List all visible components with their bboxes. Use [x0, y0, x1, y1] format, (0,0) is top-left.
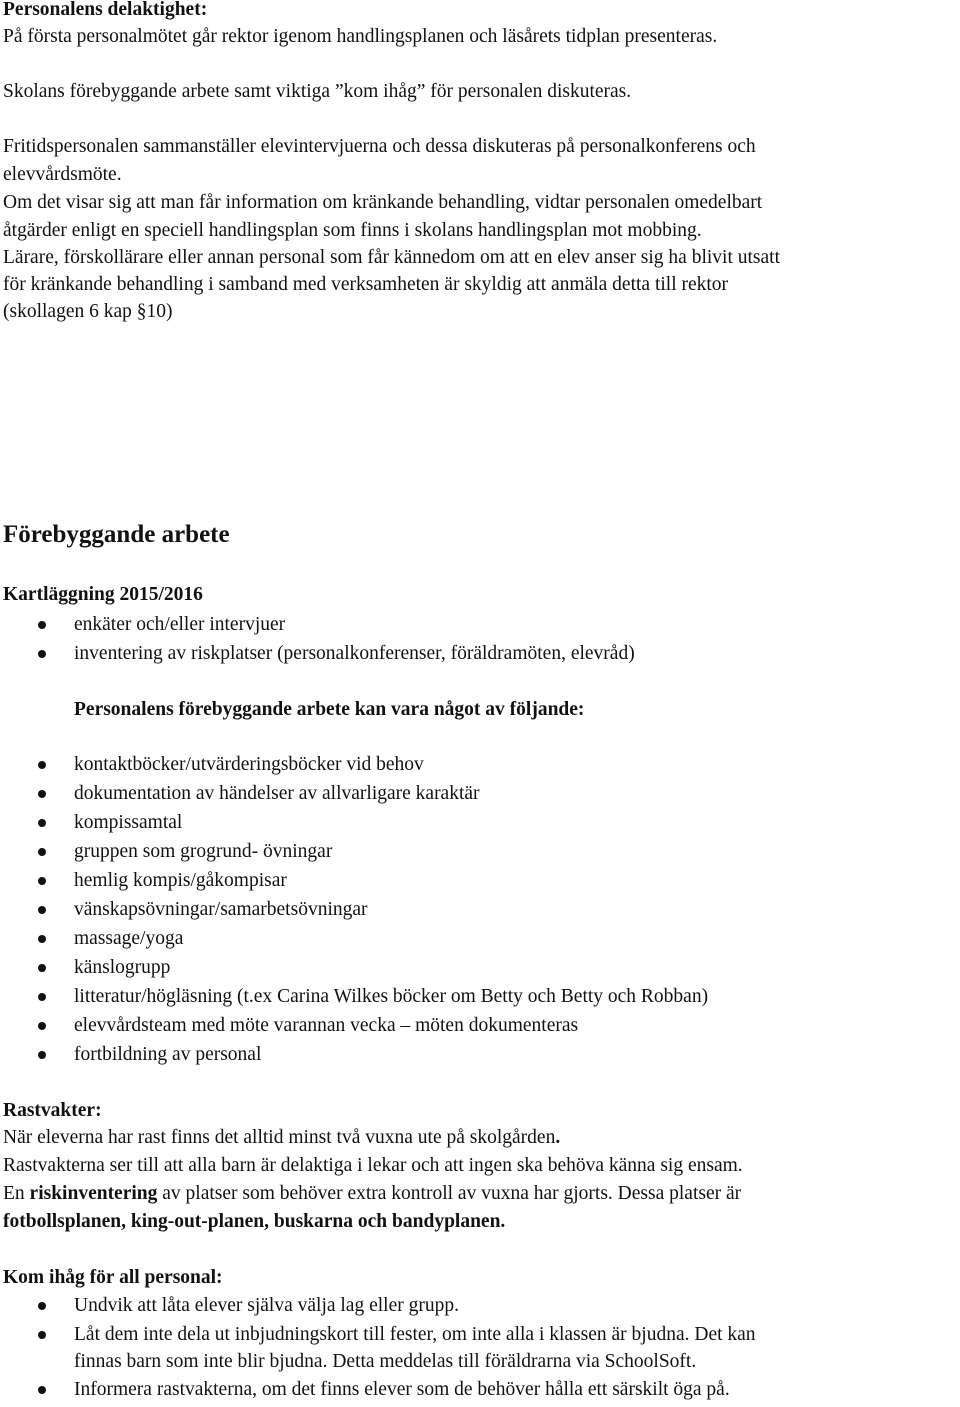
list-item: Låt dem inte dela ut inbjudningskort till fester, om inte alla i klassen är bjudna. Det kan — [74, 1324, 756, 1345]
list-item: fortbildning av personal — [74, 1044, 262, 1065]
bullet-icon — [38, 993, 46, 1001]
paragraph: Rastvakterna ser till att alla barn är delaktiga i lekar och att ingen ska behöva känna sig ensam. — [3, 1155, 743, 1176]
list-item: Undvik att låta elever själva välja lag eller grupp. — [74, 1295, 459, 1316]
paragraph: (skollagen 6 kap §10) — [3, 301, 173, 322]
list-item: elevvårdsteam med möte varannan vecka – möten dokumenteras — [74, 1015, 579, 1036]
list-item: massage/yoga — [74, 928, 184, 949]
preventive-heading: Personalens förebyggande arbete kan vara något av följande: — [74, 699, 585, 720]
bullet-icon — [38, 877, 46, 885]
bullet-icon — [38, 819, 46, 827]
bullet-icon — [38, 935, 46, 943]
paragraph — [3, 1180, 741, 1208]
bullet-icon — [38, 964, 46, 972]
page-title: Förebyggande arbete — [3, 521, 230, 548]
section-heading-delaktighet: Personalens delaktighet: — [3, 0, 208, 20]
paragraph: På första personalmötet går rektor igenom handlingsplanen och läsårets tidplan presenteras. — [3, 26, 718, 47]
text: av platser som behöver extra kontroll av vuxna har gjorts. Dessa platser är — [157, 1183, 742, 1204]
paragraph: elevvårdsmöte. — [3, 164, 122, 185]
bullet-icon — [38, 848, 46, 856]
paragraph: för kränkande behandling i samband med verksamheten är skyldig att anmäla detta till rektor — [3, 274, 729, 295]
list-item: enkäter och/eller intervjuer — [74, 614, 286, 635]
list-item: dokumentation av händelser av allvarligare karaktär — [74, 783, 480, 804]
bullet-icon — [38, 1302, 46, 1310]
bold-paragraph: fotbollsplanen, king-out-planen, buskarna och bandyplanen. — [3, 1211, 506, 1232]
list-item-continuation: finnas barn som inte blir bjudna. Detta meddelas till föräldrarna via SchoolSoft. — [74, 1351, 697, 1372]
paragraph: Om det visar sig att man får information om kränkande behandling, vidtar personalen omedelbart — [3, 192, 763, 213]
bullet-icon — [38, 761, 46, 769]
paragraph — [3, 1124, 560, 1152]
list-item: hemlig kompis/gåkompisar — [74, 870, 287, 891]
paragraph: åtgärder enligt en speciell handlingsplan som finns i skolans handlingsplan mot mobbing. — [3, 220, 702, 241]
bullet-icon — [38, 621, 46, 629]
section-heading-rastvakter: Rastvakter: — [3, 1100, 102, 1121]
mapping-heading: Kartläggning 2015/2016 — [3, 584, 203, 605]
list-item: Informera rastvakterna, om det finns elever som de behöver hålla ett särskilt öga på. — [74, 1379, 730, 1400]
list-item: inventering av riskplatser (personalkonferenser, föräldramöten, elevråd) — [74, 643, 635, 664]
list-item: kompissamtal — [74, 812, 183, 833]
bold-text: riskinventering — [29, 1183, 158, 1204]
text: När eleverna har rast finns det alltid minst två vuxna ute på skolgården — [3, 1127, 556, 1148]
bullet-icon — [38, 1051, 46, 1059]
bullet-icon — [38, 906, 46, 914]
bullet-icon — [38, 1331, 46, 1339]
text: . — [555, 1127, 561, 1148]
paragraph: Skolans förebyggande arbete samt viktiga ”kom ihåg” för personalen diskuteras. — [3, 81, 632, 102]
paragraph: Fritidspersonalen sammanställer elevintervjuerna och dessa diskuteras på personalkonferens och — [3, 136, 756, 157]
bullet-icon — [38, 1022, 46, 1030]
bullet-icon — [38, 650, 46, 658]
list-item: vänskapsövningar/samarbetsövningar — [74, 899, 368, 920]
text: En — [3, 1183, 30, 1204]
list-item: litteratur/högläsning (t.ex Carina Wilkes böcker om Betty och Betty och Robban) — [74, 986, 709, 1007]
paragraph: Lärare, förskollärare eller annan personal som får kännedom om att en elev anser sig ha blivit utsatt — [3, 247, 781, 268]
section-heading-kom-ihag: Kom ihåg för all personal: — [3, 1267, 223, 1288]
bullet-icon — [38, 1386, 46, 1394]
list-item: gruppen som grogrund- övningar — [74, 841, 333, 862]
bullet-icon — [38, 790, 46, 798]
list-item: känslogrupp — [74, 957, 171, 978]
list-item: kontaktböcker/utvärderingsböcker vid behov — [74, 754, 424, 775]
